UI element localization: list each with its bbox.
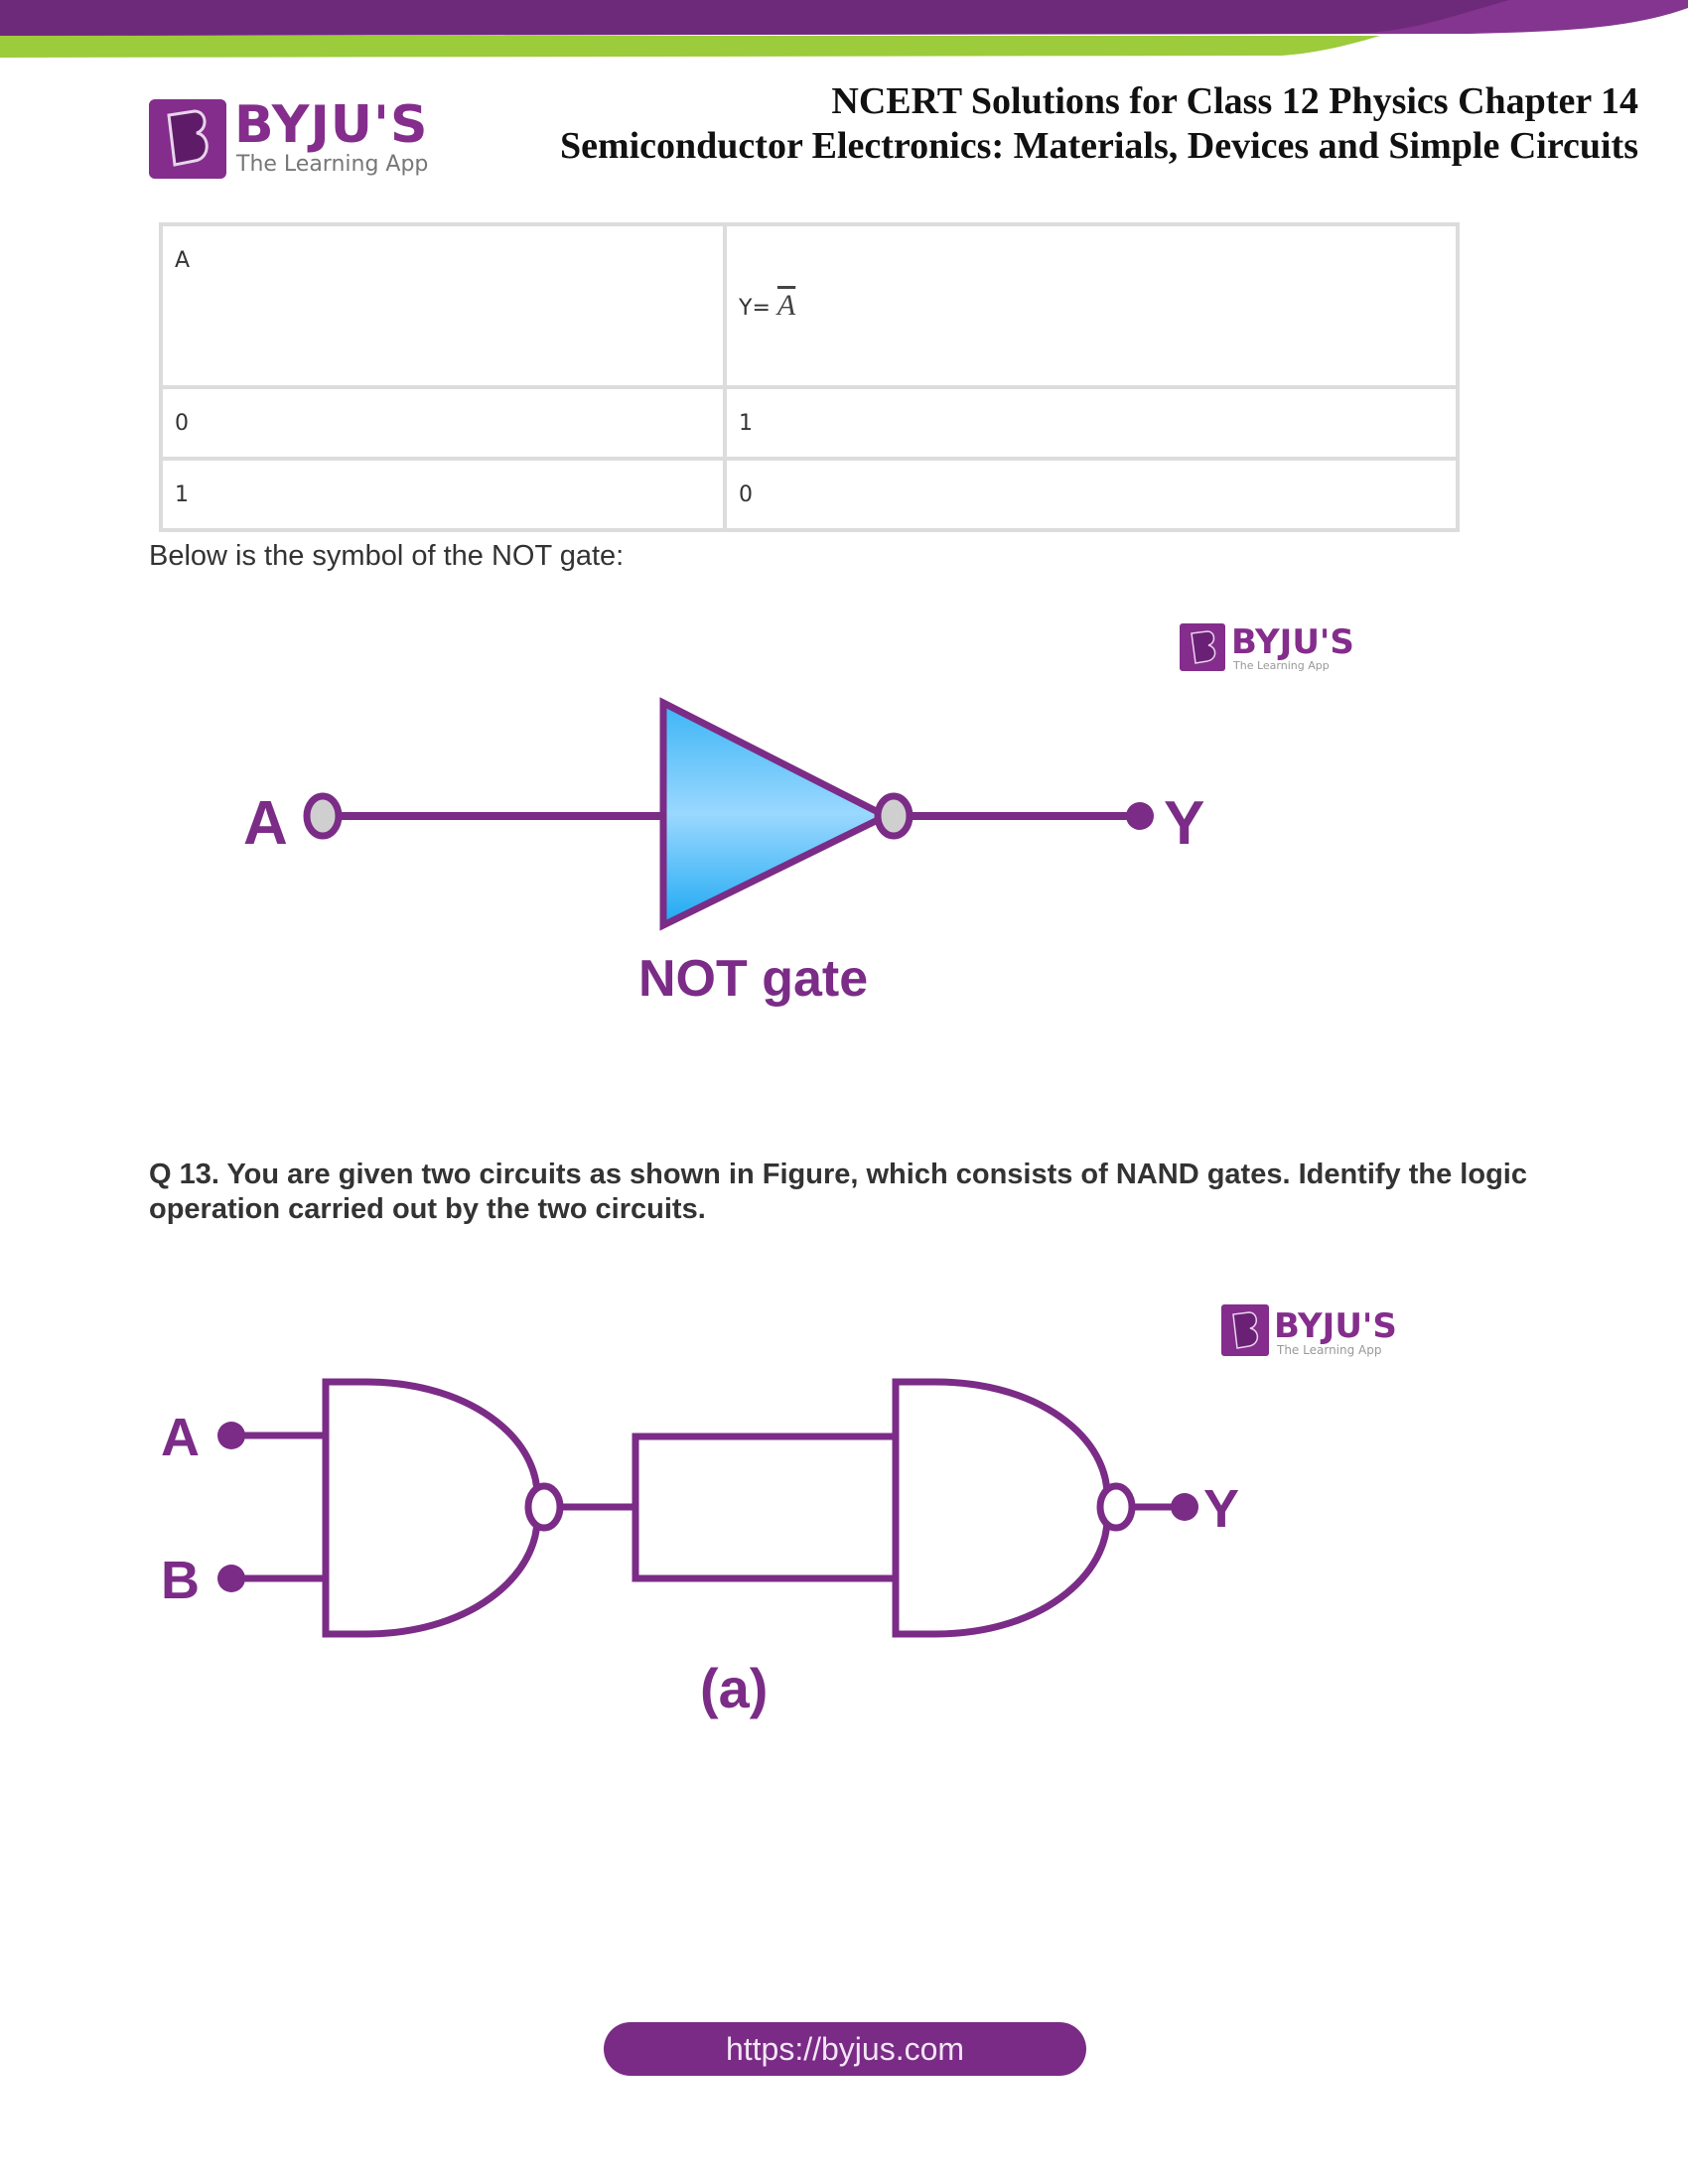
- table-cell: 1: [161, 459, 725, 530]
- watermark-logo: [1180, 622, 1354, 672]
- footer-url-link[interactable]: https://byjus.com: [604, 2022, 1086, 2076]
- table-cell: 0: [725, 459, 1458, 530]
- nand-gate-2: [896, 1382, 1107, 1634]
- output-label-y: Y: [1203, 1479, 1240, 1539]
- title-line-1: NCERT Solutions for Class 12 Physics Chapter 14: [831, 80, 1638, 122]
- output-label-y: Y: [1164, 789, 1205, 858]
- table-cell: 0: [161, 387, 725, 459]
- table-row: [161, 387, 1458, 459]
- watermark-logo: [1221, 1304, 1397, 1357]
- inversion-bubble: [878, 796, 910, 836]
- byjus-logo: [149, 95, 437, 179]
- input-node: [307, 796, 339, 836]
- header-y-label: Y=: [739, 296, 777, 321]
- byjus-b-logo-icon: [149, 99, 226, 179]
- input-label-b: B: [161, 1551, 200, 1610]
- output-node: [1126, 802, 1154, 830]
- figure-caption: (a): [700, 1657, 769, 1719]
- input-a-node: [217, 1422, 245, 1449]
- watermark-brand: BYJU'S: [1274, 1306, 1397, 1346]
- input-label-a: A: [243, 789, 288, 858]
- table-cell: 1: [725, 387, 1458, 459]
- watermark-tagline: The Learning App: [1277, 1343, 1382, 1357]
- nand-circuit-diagram: [139, 1281, 1430, 1737]
- figure-caption: NOT gate: [638, 950, 869, 1008]
- nand-gate-1: [326, 1382, 537, 1634]
- watermark-tagline: The Learning App: [1233, 659, 1330, 672]
- page-title: [560, 79, 1638, 169]
- not-gate-intro-text: Below is the symbol of the NOT gate:: [149, 540, 625, 572]
- output-node: [1171, 1493, 1198, 1521]
- not-gate-truth-table: [159, 222, 1460, 532]
- nand-1-bubble: [528, 1486, 560, 1528]
- table-header-row: [161, 224, 1458, 387]
- shorted-inputs-wire: [635, 1436, 854, 1578]
- question-13: Q 13. You are given two circuits as shown in Figure, which consists of NAND gates. Identify the logic operation carried out by the two circuits.: [149, 1159, 1527, 1225]
- input-label-a: A: [161, 1408, 200, 1467]
- not-gate-triangle: [663, 703, 886, 925]
- logo-tagline: The Learning App: [236, 152, 429, 177]
- table-header-cell: [725, 224, 1458, 387]
- a-bar-symbol: $\overline{A}$: [776, 289, 796, 322]
- not-gate-diagram: [199, 596, 1390, 1032]
- table-row: [161, 459, 1458, 530]
- header-band: [0, 0, 1688, 69]
- table-header-cell: A: [161, 224, 725, 387]
- watermark-brand: BYJU'S: [1231, 622, 1354, 662]
- input-b-node: [217, 1565, 245, 1592]
- title-line-2: Semiconductor Electronics: Materials, Devices and Simple Circuits: [559, 125, 1638, 167]
- logo-brand-text: BYJU'S: [234, 95, 429, 155]
- nand-2-bubble: [1100, 1486, 1132, 1528]
